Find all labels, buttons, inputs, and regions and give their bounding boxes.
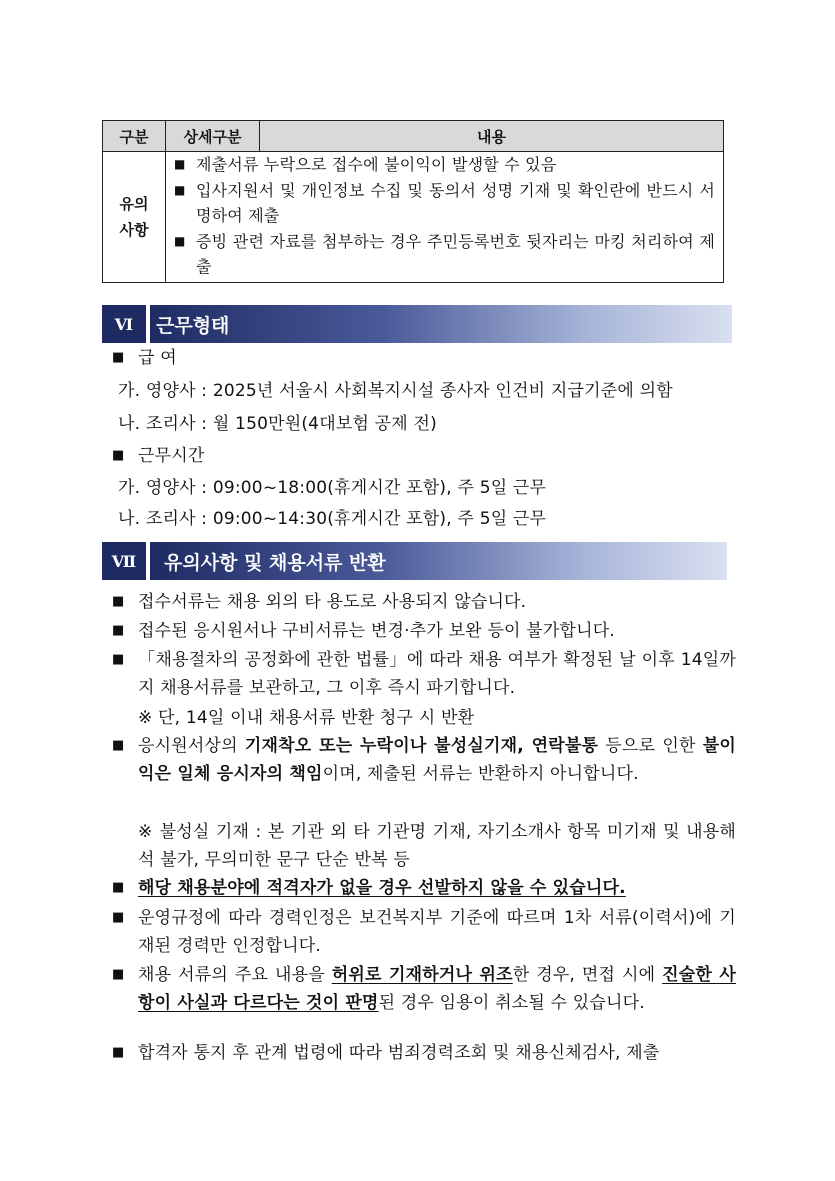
square-bullet-icon: ■ bbox=[174, 182, 186, 197]
square-bullet-icon: ■ bbox=[112, 738, 125, 753]
emphasis-text: 해당 채용분야에 적격자가 없을 경우 선발하지 않을 수 있습니다. bbox=[138, 878, 626, 898]
section-number: Ⅵ bbox=[102, 305, 146, 343]
list-item: ■ 제출서류 누락으로 접수에 불이익이 발생할 수 있음 bbox=[174, 152, 715, 178]
notice-table bbox=[102, 120, 724, 283]
pay-item-b: 나. 조리사 : 월 150만원(4대보험 공제 전) bbox=[118, 414, 437, 434]
square-bullet-icon: ■ bbox=[112, 880, 125, 895]
square-bullet-icon: ■ bbox=[174, 157, 186, 171]
square-bullet-icon: ■ bbox=[112, 652, 125, 667]
list-item bbox=[112, 874, 736, 902]
table-header-row bbox=[103, 121, 724, 152]
square-bullet-icon: ■ bbox=[112, 350, 125, 365]
square-bullet-icon: ■ bbox=[112, 594, 125, 609]
list-item: ■ 응시원서상의 기재착오 또는 누락이나 불성실기재, 연락불통 등으로 인한 불이익은 일체 응시자의 책임이며, 제출된 서류는 반환하지 아니합니다. bbox=[112, 732, 736, 788]
content-cell bbox=[166, 152, 724, 283]
section-title: 유의사항 및 채용서류 반환 bbox=[150, 542, 727, 580]
bold-text: 기재착오 또는 누락이나 불성실기재, 연락불통 bbox=[244, 736, 599, 756]
hours-item-b: 나. 조리사 : 09:00~14:30(휴게시간 포함), 주 5일 근무 bbox=[118, 509, 547, 529]
section-title: 근무형태 bbox=[150, 305, 732, 343]
square-bullet-icon: ■ bbox=[112, 448, 125, 463]
retention-note: ※ 단, 14일 이내 채용서류 반환 청구 시 반환 bbox=[138, 708, 475, 728]
header-subcategory: 상세구분 bbox=[166, 121, 260, 152]
square-bullet-icon: ■ bbox=[112, 1045, 125, 1060]
bold-text: 불이익은 일체 응시자의 책임 bbox=[138, 736, 736, 784]
list-item: ■ 입사지원서 및 개인정보 수집 및 동의서 성명 기재 및 확인란에 반드시 서명하여 제출 bbox=[174, 178, 715, 229]
header-category: 구분 bbox=[103, 121, 166, 152]
category-label: 유의 사항 bbox=[119, 194, 149, 239]
section-header-6 bbox=[102, 305, 732, 343]
hours-item-a: 가. 영양사 : 09:00~18:00(휴게시간 포함), 주 5일 근무 bbox=[118, 478, 547, 498]
list-item: ■ 채용 서류의 주요 내용을 허위로 기재하거나 위조한 경우, 면접 시에 진술한 사항이 사실과 다르다는 것이 판명된 경우 임용이 취소될 수 있습니다. bbox=[112, 961, 736, 1017]
list-item: ■ 「채용절차의 공정화에 관한 법률」에 따라 채용 여부가 확정된 날 이후 14일까지 채용서류를 보관하고, 그 이후 즉시 파기합니다. bbox=[112, 646, 736, 702]
category-cell bbox=[103, 152, 166, 283]
list-item: ■ 운영규정에 따라 경력인정은 보건복지부 기준에 따르며 1차 서류(이력서)에 기재된 경력만 인정합니다. bbox=[112, 904, 736, 960]
square-bullet-icon: ■ bbox=[112, 967, 125, 982]
insincere-note: ※ 불성실 기재 : 본 기관 외 타 기관명 기재, 자기소개사 항목 미기재 및 내용해석 불가, 무의미한 문구 단순 반복 등 bbox=[138, 822, 736, 870]
square-bullet-icon: ■ bbox=[112, 910, 125, 925]
list-item: ■ 접수서류는 채용 외의 타 용도로 사용되지 않습니다. bbox=[112, 588, 736, 616]
header-content: 내용 bbox=[260, 121, 724, 152]
square-bullet-icon: ■ bbox=[112, 623, 125, 638]
emphasis-text: 진술한 사항이 사실과 다르다는 것이 판명 bbox=[138, 965, 737, 1013]
section-number: Ⅶ bbox=[102, 542, 146, 580]
table-row bbox=[103, 152, 724, 283]
list-item: ■ 증빙 관련 자료를 첨부하는 경우 주민등록번호 뒷자리는 마킹 처리하여 제출 bbox=[174, 229, 715, 280]
list-item: ■ 급 여 bbox=[112, 344, 736, 372]
list-item: ■ 합격자 통지 후 관계 법령에 따라 범죄경력조회 및 채용신체검사, 제출 bbox=[112, 1039, 736, 1067]
section-header-7 bbox=[102, 542, 727, 580]
emphasis-text: 허위로 기재하거나 위조 bbox=[331, 965, 513, 985]
list-item: ■ 접수된 응시원서나 구비서류는 변경·추가 보완 등이 불가합니다. bbox=[112, 617, 736, 645]
square-bullet-icon: ■ bbox=[174, 233, 186, 248]
pay-item-a: 가. 영양사 : 2025년 서울시 사회복지시설 종사자 인건비 지급기준에 의함 bbox=[118, 381, 673, 401]
list-item: ■ 근무시간 bbox=[112, 442, 736, 470]
